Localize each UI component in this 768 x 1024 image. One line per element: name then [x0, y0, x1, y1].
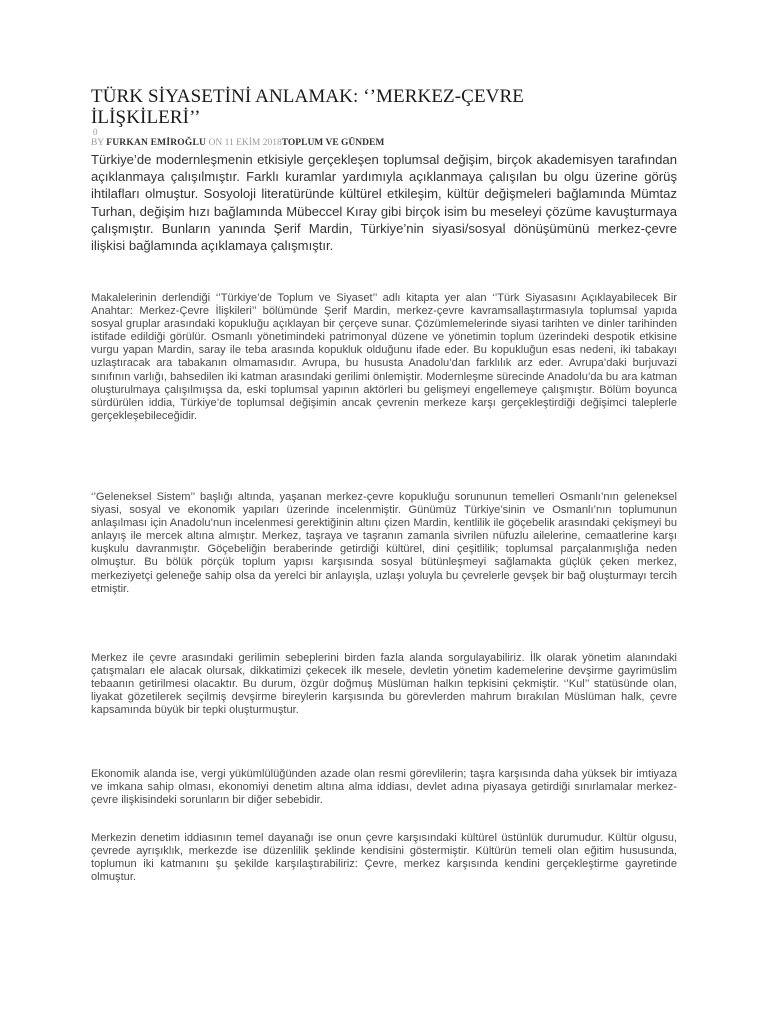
body-paragraph: ‘’Geleneksel Sistem’’ başlığı altında, yaşanan merkez-çevre kopukluğu sorununun temelleri Osmanlı’nın geleneksel siyasi, sosyal ve ekonomik yapıları üzerinde incelenmiştir. Günümüz Türkiye’sinin ve Osmanlı’nın toplumunun anlaşılması için Anadolu’nun incelenmesi gerektiğinin altını çizen Mardin, kentlilik ile göçebelik arasındaki çekişmeyi bu anlayış ile mercek altına almıştır. Merkez, taşraya ve taşranın zamanla sivrilen nüfuzlu ailelerine, cemaatlerine karşı kuşkulu davranmıştır. Göçebeliğin beraberinde getirdiği kültürel, dini çeşitlilik; toplumsal parçalanmışlığa neden olmuştur. Bu bölük pörçük toplum yapısı karşısında sosyal bütünleşmeyi sağlamakta güçlük çeken merkez, merkeziyetçi geleneğe sahip olsa da yerelci bir anlayışla, uzlaşı yoluyla bu çevrelerle gevşek bir bağ oluşturmayı tercih etmiştir.: [91, 491, 677, 595]
comment-count[interactable]: 0: [93, 127, 98, 137]
lead-paragraph: Türkiye’de modernleşmenin etkisiyle gerçekleşen toplumsal değişim, birçok akademisyen tarafından açıklanmaya çalışılmıştır. Farklı kuramlar yardımıyla açıklanmaya çalışılan bu olgu üzerine görüş ihtilafları olmuştur. Sosyoloji literatüründe kültürel etkileşim, kültür değişmeleri bağlamında Mümtaz Turhan, değişim hızı bağlamında Mübeccel Kıray gibi birçok isim bu meseleyi çözüme kavuşturmaya çalışmıştır. Bunların yanında Şerif Mardin, Türkiye’nin siyasi/sosyal dönüşümünü merkez-çevre ilişkisi bağlamında açıklamaya çalışmıştır.: [91, 152, 677, 254]
body-paragraph: Makalelerinin derlendiği ‘’Türkiye’de Toplum ve Siyaset’’ adlı kitapta yer alan ‘’Türk Siyasasını Açıklayabilecek Bir Anahtar: Merkez-Çevre İlişkileri’’ bölümünde Şerif Mardin, merkez-çevre kavramsallaştırmasıyla toplumsal yapıda sosyal gruplar arasındaki kopukluğu açıklayan bir çerçeve sunar. Çözümlemelerinde siyasi tarihten ve dinler tarihinden istifade edildiği görülür. Osmanlı yönetimindeki patrimonyal düzene ve yönetimin toplum üzerindeki despotik etkisine vurgu yapan Mardin, saray ile teba arasında kopukluk olduğunu ifade eder. Bu kopukluğun esas nedeni, iki tabakayı uzlaştıracak ara tabakanın olmamasıdır. Avrupa, bu hususta Anadolu’dan farklılık arz eder. Avrupa’daki burjuvazi sınıfının varlığı, bahsedilen iki katman arasındaki gerilimi önlemiştir. Modernleşme sürecinde Anadolu’da bu ara katman oluşturulmaya çalışılmışsa da, eski toplumsal yapının aktörleri bu gelişmeyi engellemeye çalışmıştır. Bölüm boyunca sürdürülen iddia, Türkiye’de toplumsal değişimin ancak çevrenin merkeze karşı gerçekleştirdiği değişimci taleplerle gerçekleşebileceğidir.: [91, 292, 677, 422]
category-link[interactable]: TOPLUM VE GÜNDEM: [281, 138, 385, 148]
article-meta: [91, 138, 384, 148]
meta-on: ON: [208, 138, 223, 148]
author-link[interactable]: FURKAN EMİROĞLU: [106, 138, 207, 148]
article-title: TÜRK SİYASETİNİ ANLAMAK: ‘’MERKEZ-ÇEVRE İLİŞKİLERİ’’: [91, 86, 524, 128]
meta-by: BY: [91, 138, 104, 148]
publish-date: 11 EKİM 2018: [224, 138, 282, 148]
body-paragraph: Merkezin denetim iddiasının temel dayanağı ise onun çevre karşısındaki kültürel üstünlük durumudur. Kültür olgusu, çevrede ayrışıklık, merkezde ise düzenlilik şeklinde kendisini göstermiştir. Kültürün temeli olan eğitim hususunda, toplumun iki katmanını şu şekilde karşılaştırabiliriz: Çevre, merkez karşısında kendini gerçekleştirme gayretinde olmuştur.: [91, 832, 677, 884]
body-paragraph: Merkez ile çevre arasındaki gerilimin sebeplerini birden fazla alanda sorgulayabiliriz. İlk olarak yönetim alanındaki çatışmaları ele alacak olursak, dikkatimizi çekecek ilk mesele, devletin yönetim kademelerine devşirme gayrimüslim tebaanın getirilmesi olacaktır. Bu durum, özgür doğmuş Müslüman halkın tepkisini çekmiştir. ‘’Kul’’ statüsünde olan, liyakat gözetilerek seçilmiş devşirme bireylerin karşısında bu görevlerden mahrum bırakılan Müslüman halk, çevre kapsamında büyük bir tepki oluşturmuştur.: [91, 652, 677, 717]
body-paragraph: Ekonomik alanda ise, vergi yükümlülüğünden azade olan resmi görevlilerin; taşra karşısında daha yüksek bir imtiyaza ve imkana sahip olması, ekonomiyi denetim altına alma iddiası, devlet adına piyasaya getirdiği sınırlamalar merkez-çevre ilişkisindeki sorunların bir diğer sebebidir.: [91, 768, 677, 807]
